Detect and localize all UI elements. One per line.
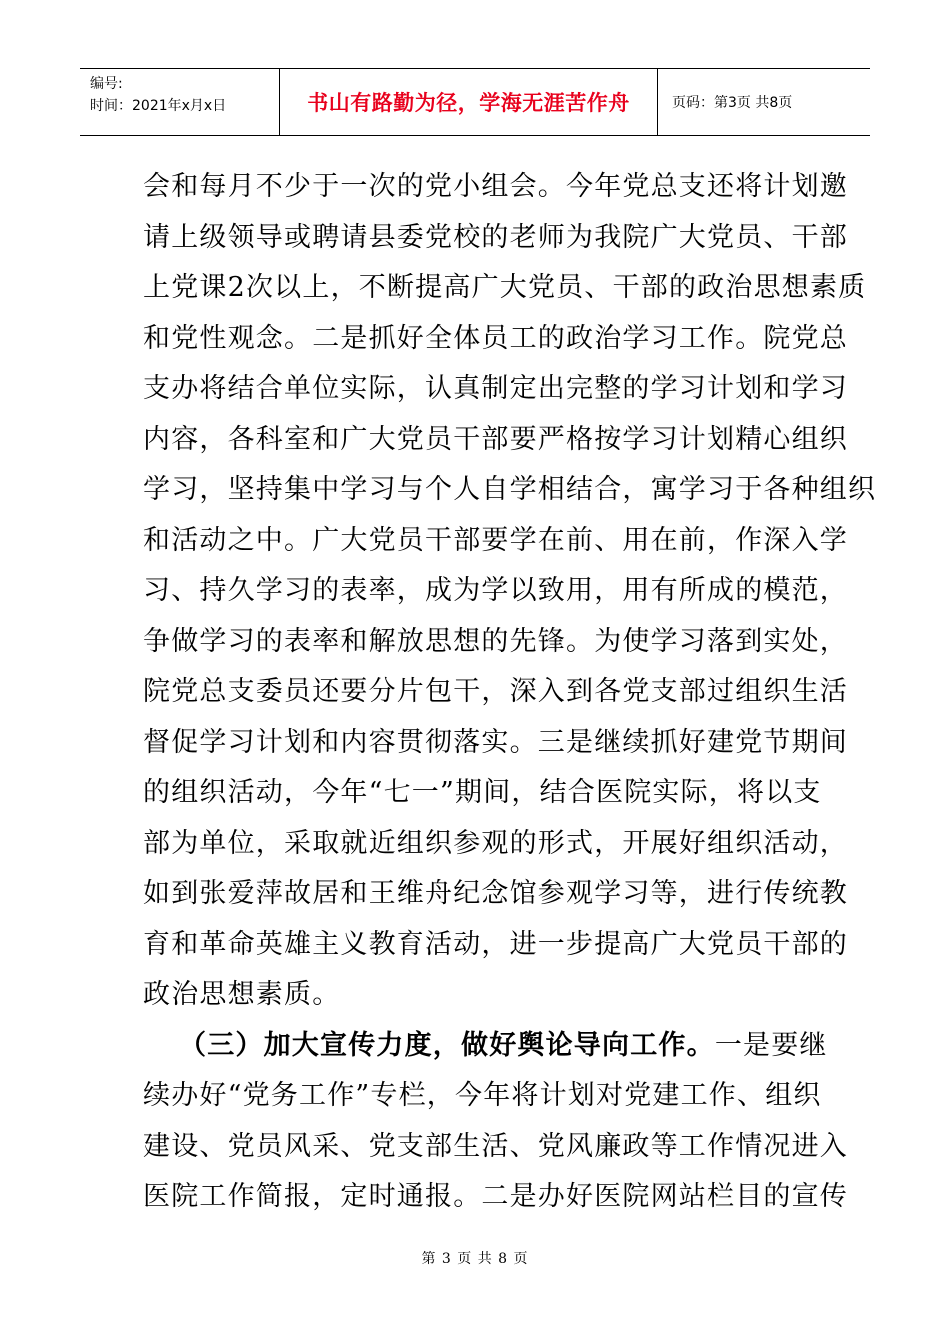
- body-line: 内容，各科室和广大党员干部要严格按学习计划精心组织: [143, 423, 848, 455]
- body-line: 会和每月不少于一次的党小组会。今年党总支还将计划邀: [143, 171, 848, 202]
- number-label: 编号:: [90, 76, 123, 92]
- body-line: 学习，坚持集中学习与个人自学相结合，寓学习于各种组织: [143, 474, 877, 505]
- body-line: 院党总支委员还要分片包干，深入到各党支部过组织生活: [143, 676, 848, 707]
- time-label: 时间：2021年x月x日: [90, 98, 227, 114]
- document-body: [143, 162, 877, 1223]
- document-header: [80, 68, 870, 136]
- body-line: 如到张爱萍故居和王维舟纪念馆参观学习等，进行传统教: [143, 878, 848, 909]
- body-line: 育和革命英雄主义教育活动，进一步提高广大党员干部的: [143, 928, 848, 960]
- body-line: 上党课2次以上，不断提高广大党员、干部的政治思想素质: [143, 272, 867, 303]
- header-meta: [80, 69, 280, 135]
- body-line: 和活动之中。广大党员干部要学在前、用在前，作深入学: [143, 524, 848, 556]
- body-line: 习、持久学习的表率，成为学以致用，用有所成的模范，: [143, 575, 848, 606]
- page-footer: 第 3 页 共 8 页: [421, 1251, 529, 1267]
- section-line: 续办好“党务工作”专栏，今年将计划对党建工作、组织: [143, 1080, 822, 1111]
- body-line: 部为单位，采取就近组织参观的形式，开展好组织活动，: [143, 827, 848, 859]
- section-line: 一是要继: [714, 1029, 828, 1061]
- body-line: 支办将结合单位实际，认真制定出完整的学习计划和学习: [143, 373, 848, 404]
- body-line: 督促学习计划和内容贯彻落实。三是继续抓好建党节期间: [143, 726, 848, 758]
- section-line: 建设、党员风采、党支部生活、党风廉政等工作情况进入: [143, 1130, 848, 1162]
- header-page-info: 页码：第3页 共8页: [672, 95, 793, 111]
- body-line: 请上级领导或聘请县委党校的老师为我院广大党员、干部: [143, 221, 848, 253]
- body-line: 的组织活动，今年“七一”期间，结合医院实际，将以支: [143, 777, 822, 808]
- body-line: 政治思想素质。: [143, 979, 341, 1010]
- body-line: 和党性观念。二是抓好全体员工的政治学习工作。院党总: [143, 322, 848, 354]
- header-motto: 书山有路勤为径，学海无涯苦作舟: [280, 69, 658, 135]
- section-heading: （三）加大宣传力度，做好舆论导向工作。: [179, 1029, 715, 1061]
- section-first-line: [143, 1021, 828, 1072]
- section-line: 医院工作简报，定时通报。二是办好医院网站栏目的宣传: [143, 1181, 848, 1212]
- body-line: 争做学习的表率和解放思想的先锋。为使学习落到实处，: [143, 625, 848, 657]
